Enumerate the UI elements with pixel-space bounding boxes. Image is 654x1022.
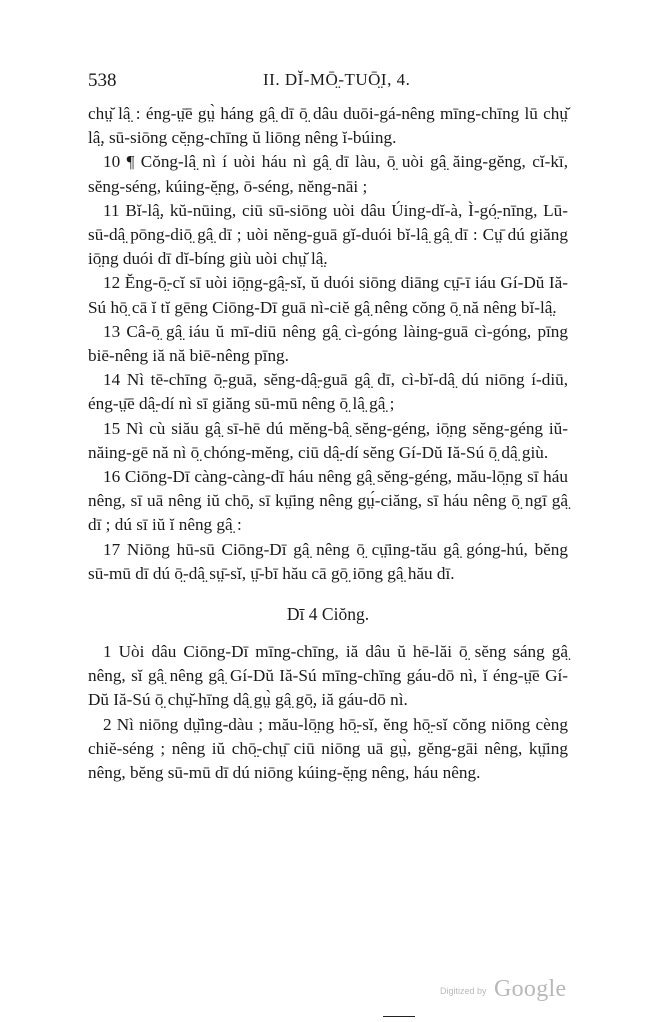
body-text bbox=[88, 102, 568, 785]
verse-16: 16 Ciōng-Dī càng-càng-dī háu nêng gâ̤ sĕng-géng, mău-lō̤ng sī háu nêng, sī uā nêng iŭ chō̤, sī kṳ̄ing nêng gṳ́-ciăng, sī háu nêng ō̤ ngī gâ̤ dī ; dú sī iŭ ĭ nêng gâ̤ : bbox=[88, 467, 568, 535]
digitized-watermark bbox=[440, 976, 566, 1003]
verse-12: 12 Ĕng-ō̤-cĭ sī uòi iō̤ng-gâ̤-sĭ, ŭ duói siōng diāng cṳ̄-ī iáu Gí-Dŭ Iă-Sú hō̤ cā ĭ tĭ gēng Ciōng-Dī guā nì-ciĕ gâ̤ nêng cŏng ō̤ nă nêng bĭ-lâ̤. bbox=[88, 273, 568, 317]
verse-15: 15 Nì cù siău gâ̤ sī-hē dú mĕng-bâ̤ sĕng-géng, iō̤ng sĕng-géng iŭ-năing-gē nă nì ō̤ chóng-mĕng, ciū dâ̤-dí sĕng Gí-Dŭ Iă-Sú ō̤ dâ̤ giù. bbox=[88, 418, 568, 462]
verse-14: 14 Nì tē-chīng ō̤-guā, sĕng-dâ̤-guā gâ̤ dī, cì-bĭ-dâ̤ dú niōng í-diū, éng-ṳ̄ē dâ̤-dí nì sī giăng sū-mū nêng ō̤ lâ̤ gâ̤ ; bbox=[88, 370, 568, 414]
chapter4-verse-1: 1 Uòi dâu Ciōng-Dī mīng-chīng, iă dâu ŭ hē-lăi ō̤ sĕng sáng gâ̤ nêng, sĭ gâ̤ nêng gâ̤ Gí-Dŭ Iă-Sú mīng-chīng gáu-dō nì, ĭ éng-ṳ̄ē Gí-Dŭ Iă-Sú ō̤ chṳ̆-hīng dâ̤ gṳ̀ gâ̤ gō̤, iă gáu-dō nì. bbox=[88, 642, 568, 710]
watermark-prefix: Digitized by bbox=[440, 986, 487, 996]
verse-11: 11 Bĭ-lâ̤, kŭ-nūing, ciū sū-siōng uòi dâu Úing-dĭ-à, Ì-gó̤-nīng, Lū-sū-dâ̤ pōng-diō̤ gâ̤ dī ; uòi nĕng-guā gĭ-duói bĭ-lâ̤ gâ̤ dī : Cṳ̄ dú giăng iō̤ng duói dī dĭ-bíng giù uòi chṳ̆ lâ̤. bbox=[88, 200, 568, 269]
chapter-heading: Dī 4 Ciŏng. bbox=[286, 604, 370, 625]
paragraph-continuation: chṳ̆ lâ̤ : éng-ṳ̄ē gṳ̀ háng gâ̤ dī ō̤ dâu duōi-gá-nêng mīng-chīng lū chṳ̆ lâ̤, sū-siōng cĕ̤ng-chīng ŭ liōng nêng ĭ-búing. bbox=[88, 104, 568, 148]
footer-rule bbox=[383, 1016, 415, 1017]
verse-17: 17 Niōng hū-sū Ciōng-Dī gâ̤ nêng ō̤ cṳ̄ing-tău gâ̤ góng-hú, bĕng sū-mū dī dú ō̤-dâ̤ sṳ̄-sĭ, ṳ̄-bī hău cā gō̤ iōng gâ̤ hău dī. bbox=[88, 539, 568, 583]
verse-13: 13 Câ-ō̤ gâ̤ iáu ŭ mī-diū nêng gâ̤ cì-góng làing-guā cì-góng, pīng biē-nêng iă nă biē-nêng pīng. bbox=[88, 321, 568, 366]
book-page bbox=[88, 68, 568, 785]
page-number: 538 bbox=[88, 70, 117, 91]
verse-10: 10 ¶ Cŏng-lâ̤ nì í uòi háu nì gâ̤ dī làu, ō̤ uòi gâ̤ ăing-gĕng, cĭ-kī, sĕng-séng, kúing-ĕ̤ng, ō-séng, nĕng-nāi ; bbox=[88, 152, 568, 196]
google-logo: Google bbox=[493, 976, 567, 1002]
page-header bbox=[88, 68, 568, 102]
chapter4-verse-2: 2 Nì niōng dṳ̆ing-dàu ; mău-lō̤ng hō̤-sĭ, ĕng hō̤-sĭ cŏng niōng cèng chiĕ-séng ; nêng iŭ chō̤-chṳ̄ ciū niōng uā gṳ̀, gĕng-gāi nêng, kṳ̄ing nêng, bĕng sū-mū dī dú niōng kúing-ĕ̤ng nêng, háu nêng. bbox=[88, 714, 568, 783]
running-title: II. DĬ-MŌ̤-TUŌ̤I, 4. bbox=[263, 70, 411, 89]
